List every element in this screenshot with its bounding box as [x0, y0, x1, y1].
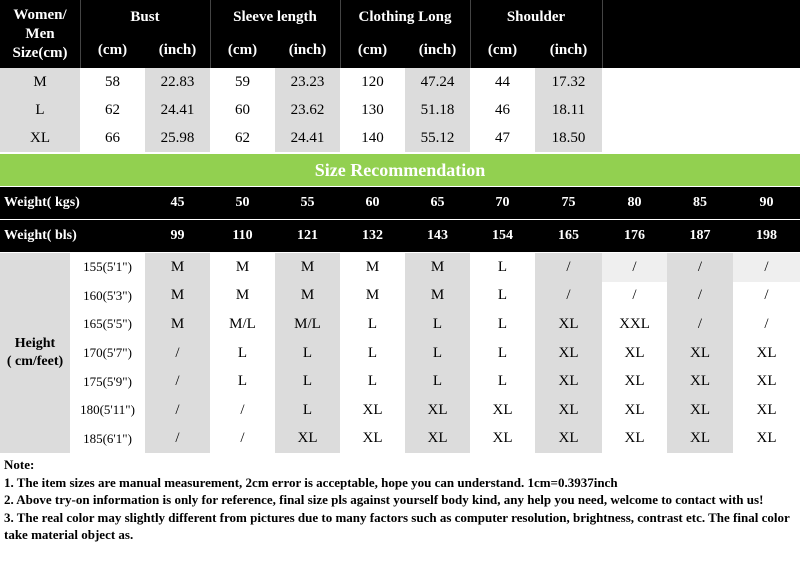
recommended-size: XL: [733, 339, 800, 368]
recommended-size: XL: [602, 396, 667, 425]
recommended-size: XL: [602, 339, 667, 368]
height-value: 180(5'11"): [70, 396, 145, 425]
measurement-cell: 62: [210, 124, 275, 152]
recommended-size: XL: [602, 425, 667, 454]
weight-value: 50: [210, 187, 275, 219]
recommended-size: L: [340, 310, 405, 339]
weight-value: 80: [602, 187, 667, 219]
measurement-cell: 47.24: [405, 68, 470, 96]
measurement-cell: 47: [470, 124, 535, 152]
recommended-size: XL: [535, 339, 602, 368]
recommended-size: XL: [602, 367, 667, 396]
height-value: 170(5'7"): [70, 339, 145, 368]
recommended-size: /: [667, 253, 733, 282]
measurement-cell: 24.41: [275, 124, 340, 152]
measurement-cell: 66: [80, 124, 145, 152]
recommended-size: /: [210, 396, 275, 425]
recommended-size: /: [602, 282, 667, 311]
unit-header: (inch): [145, 34, 210, 66]
group-header: Clothing Long: [340, 2, 470, 32]
measurement-cell: 130: [340, 96, 405, 124]
height-label: Height ( cm/feet): [0, 253, 70, 453]
measurement-cell: 55.12: [405, 124, 470, 152]
recommended-size: L: [275, 339, 340, 368]
recommended-size: M: [145, 282, 210, 311]
recommended-size: M: [210, 282, 275, 311]
measurement-cell: 46: [470, 96, 535, 124]
recommended-size: XL: [535, 425, 602, 454]
recommended-size: /: [145, 339, 210, 368]
corner-label: Women/ Men Size(cm): [0, 0, 80, 68]
recommended-size: /: [733, 282, 800, 311]
recommended-size: XL: [275, 425, 340, 454]
weight-value: 75: [535, 187, 602, 219]
recommended-size: /: [145, 396, 210, 425]
weight-value: 187: [667, 220, 733, 252]
recommended-size: XL: [667, 425, 733, 454]
recommended-size: M: [405, 253, 470, 282]
recommended-size: L: [470, 253, 535, 282]
measurement-cell: 23.62: [275, 96, 340, 124]
unit-header: (cm): [340, 34, 405, 66]
recommended-size: XL: [405, 396, 470, 425]
note-item-3: 3. The real color may slightly different from pictures due to many factors such as computer resolution, brightness, contrast etc. The final color take material object as.: [4, 509, 790, 542]
recommended-size: L: [275, 367, 340, 396]
measurement-cell: 140: [340, 124, 405, 152]
recommended-size: M: [340, 282, 405, 311]
measurement-cell: 120: [340, 68, 405, 96]
weight-value: 165: [535, 220, 602, 252]
header-divider: [210, 0, 211, 68]
recommended-size: M: [275, 253, 340, 282]
measurement-cell: 60: [210, 96, 275, 124]
recommended-size: L: [210, 339, 275, 368]
weight-value: 121: [275, 220, 340, 252]
group-header: Shoulder: [470, 2, 602, 32]
recommended-size: XL: [535, 396, 602, 425]
recommended-size: L: [340, 339, 405, 368]
size-label: L: [0, 96, 80, 124]
measurement-cell: 62: [80, 96, 145, 124]
weight-value: 99: [145, 220, 210, 252]
size-recommendation-banner: Size Recommendation: [0, 154, 800, 186]
header-divider: [470, 0, 471, 68]
recommended-size: /: [667, 282, 733, 311]
weight-value: 55: [275, 187, 340, 219]
recommended-size: M: [210, 253, 275, 282]
recommended-size: /: [733, 253, 800, 282]
unit-header: (inch): [275, 34, 340, 66]
note-item-2: 2. Above try-on information is only for reference, final size pls against yourself body kind, any help you need, welcome to contact with us!: [4, 492, 764, 507]
recommended-size: XL: [340, 425, 405, 454]
weight-lb-row-label: Weight( bls): [0, 220, 145, 252]
weight-value: 176: [602, 220, 667, 252]
recommended-size: L: [470, 310, 535, 339]
recommended-size: XL: [405, 425, 470, 454]
measurement-cell: 58: [80, 68, 145, 96]
header-divider: [602, 0, 603, 68]
recommended-size: XL: [535, 367, 602, 396]
measurement-cell: 17.32: [535, 68, 602, 96]
unit-header: (inch): [405, 34, 470, 66]
recommended-size: L: [470, 282, 535, 311]
recommended-size: XL: [535, 310, 602, 339]
recommended-size: L: [405, 367, 470, 396]
recommended-size: /: [145, 425, 210, 454]
measurement-cell: 59: [210, 68, 275, 96]
measurement-cell: 51.18: [405, 96, 470, 124]
recommended-size: /: [210, 425, 275, 454]
weight-value: 60: [340, 187, 405, 219]
measurement-cell: 18.50: [535, 124, 602, 152]
weight-value: 70: [470, 187, 535, 219]
height-value: 185(6'1"): [70, 425, 145, 454]
recommended-size: /: [602, 253, 667, 282]
height-value: 175(5'9"): [70, 367, 145, 396]
header-divider: [80, 0, 81, 68]
recommended-size: /: [733, 310, 800, 339]
notes-title: Note:: [4, 457, 35, 472]
recommended-size: L: [340, 367, 405, 396]
weight-value: 132: [340, 220, 405, 252]
unit-header: (cm): [470, 34, 535, 66]
measurement-cell: 22.83: [145, 68, 210, 96]
measurement-cell: 23.23: [275, 68, 340, 96]
measurement-cell: 18.11: [535, 96, 602, 124]
recommended-size: L: [405, 339, 470, 368]
recommended-size: M: [275, 282, 340, 311]
weight-value: 65: [405, 187, 470, 219]
recommended-size: XL: [667, 367, 733, 396]
recommended-size: L: [470, 367, 535, 396]
height-value: 155(5'1"): [70, 253, 145, 282]
recommended-size: XL: [667, 339, 733, 368]
recommended-size: XL: [733, 367, 800, 396]
recommended-size: M: [145, 253, 210, 282]
weight-value: 85: [667, 187, 733, 219]
weight-kg-row-label: Weight( kgs): [0, 187, 145, 219]
weight-value: 110: [210, 220, 275, 252]
measurement-cell: 24.41: [145, 96, 210, 124]
unit-header: (cm): [210, 34, 275, 66]
recommended-size: L: [405, 310, 470, 339]
recommended-size: /: [667, 310, 733, 339]
group-header: Sleeve length: [210, 2, 340, 32]
size-label: M: [0, 68, 80, 96]
measurement-cell: 25.98: [145, 124, 210, 152]
recommended-size: XL: [340, 396, 405, 425]
recommended-size: M/L: [275, 310, 340, 339]
weight-value: 198: [733, 220, 800, 252]
recommended-size: XL: [667, 396, 733, 425]
notes-section: [4, 456, 796, 544]
weight-value: 143: [405, 220, 470, 252]
recommended-size: /: [535, 253, 602, 282]
measurement-cell: 44: [470, 68, 535, 96]
weight-value: 90: [733, 187, 800, 219]
recommended-size: M: [405, 282, 470, 311]
recommended-size: L: [470, 339, 535, 368]
weight-value: 154: [470, 220, 535, 252]
recommended-size: XXL: [602, 310, 667, 339]
header-divider: [340, 0, 341, 68]
recommended-size: /: [145, 367, 210, 396]
recommended-size: XL: [470, 396, 535, 425]
recommended-size: L: [210, 367, 275, 396]
height-value: 165(5'5"): [70, 310, 145, 339]
recommended-size: XL: [733, 396, 800, 425]
recommended-size: M: [145, 310, 210, 339]
size-label: XL: [0, 124, 80, 152]
note-item-1: 1. The item sizes are manual measurement, 2cm error is acceptable, hope you can understand. 1cm=0.3937inch: [4, 474, 618, 490]
weight-value: 45: [145, 187, 210, 219]
height-value: 160(5'3"): [70, 282, 145, 311]
recommended-size: M: [340, 253, 405, 282]
group-header: Bust: [80, 2, 210, 32]
recommended-size: L: [275, 396, 340, 425]
recommended-size: XL: [470, 425, 535, 454]
unit-header: (inch): [535, 34, 602, 66]
recommended-size: /: [535, 282, 602, 311]
recommended-size: XL: [733, 425, 800, 454]
recommended-size: M/L: [210, 310, 275, 339]
unit-header: (cm): [80, 34, 145, 66]
